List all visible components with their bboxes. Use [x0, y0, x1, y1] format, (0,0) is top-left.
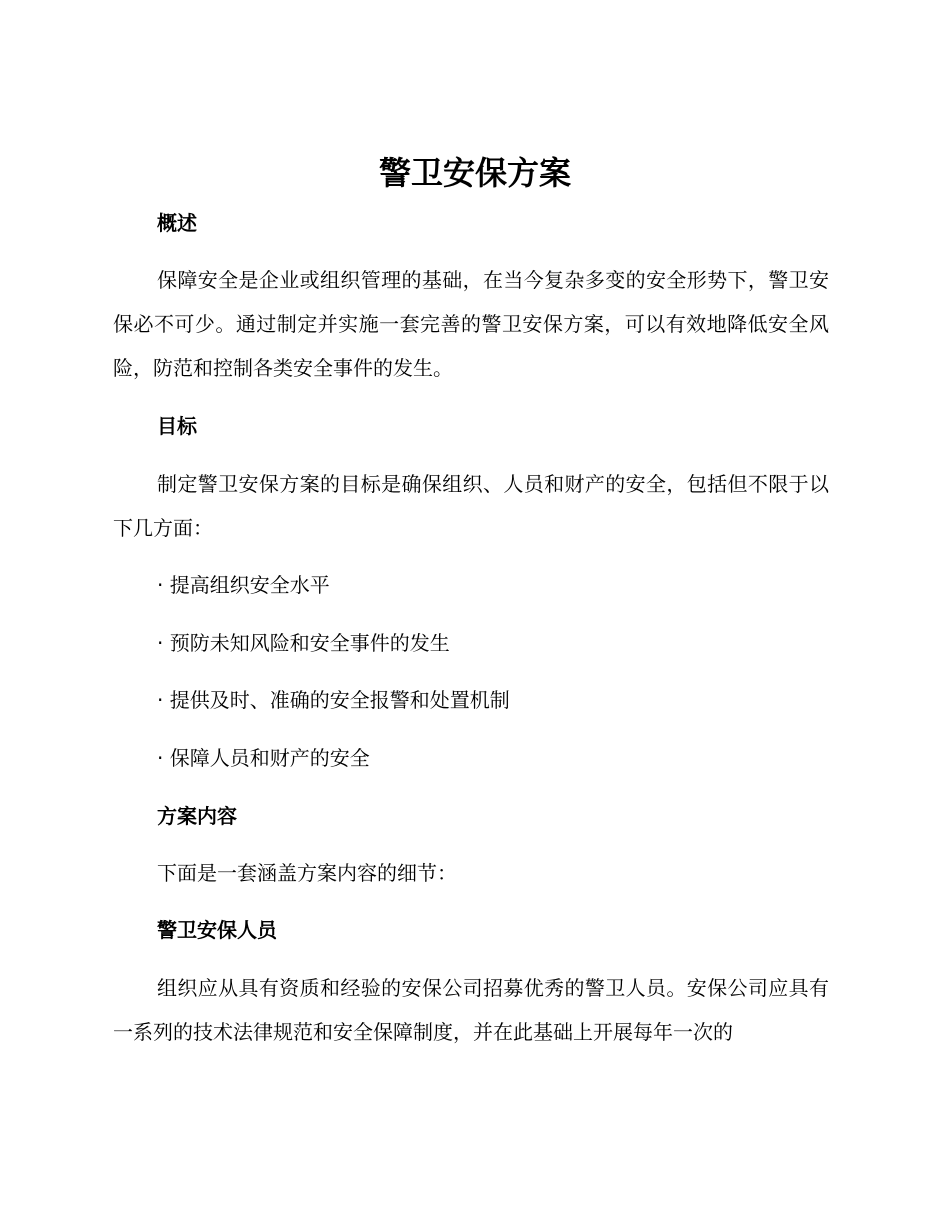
- bullet-item: · 提高组织安全水平: [157, 573, 330, 597]
- paragraph-overview: 保障安全是企业或组织管理的基础，在当今复杂多变的安全形势下，警卫安保必不可少。通过制定并实施一套完善的警卫安保方案，可以有效地降低安全风险，防范和控制各类安全事件的发生。: [113, 268, 829, 380]
- bullet-item: · 保障人员和财产的安全: [157, 746, 370, 770]
- heading-goals: 目标: [157, 414, 197, 438]
- paragraph-content-intro: 下面是一套涵盖方案内容的细节：: [157, 861, 457, 885]
- paragraph-personnel: 组织应从具有资质和经验的安保公司招募优秀的警卫人员。安保公司应具有一系列的技术法律规范和安全保障制度，并在此基础上开展每年一次的: [113, 976, 829, 1044]
- heading-content: 方案内容: [157, 804, 237, 828]
- bullet-item: · 提供及时、准确的安全报警和处置机制: [157, 688, 510, 712]
- heading-overview: 概述: [157, 211, 197, 235]
- page-title: 警卫安保方案: [378, 154, 571, 192]
- heading-personnel: 警卫安保人员: [157, 918, 277, 942]
- bullet-item: · 预防未知风险和安全事件的发生: [157, 631, 450, 655]
- paragraph-goals: 制定警卫安保方案的目标是确保组织、人员和财产的安全，包括但不限于以下几方面：: [113, 472, 829, 540]
